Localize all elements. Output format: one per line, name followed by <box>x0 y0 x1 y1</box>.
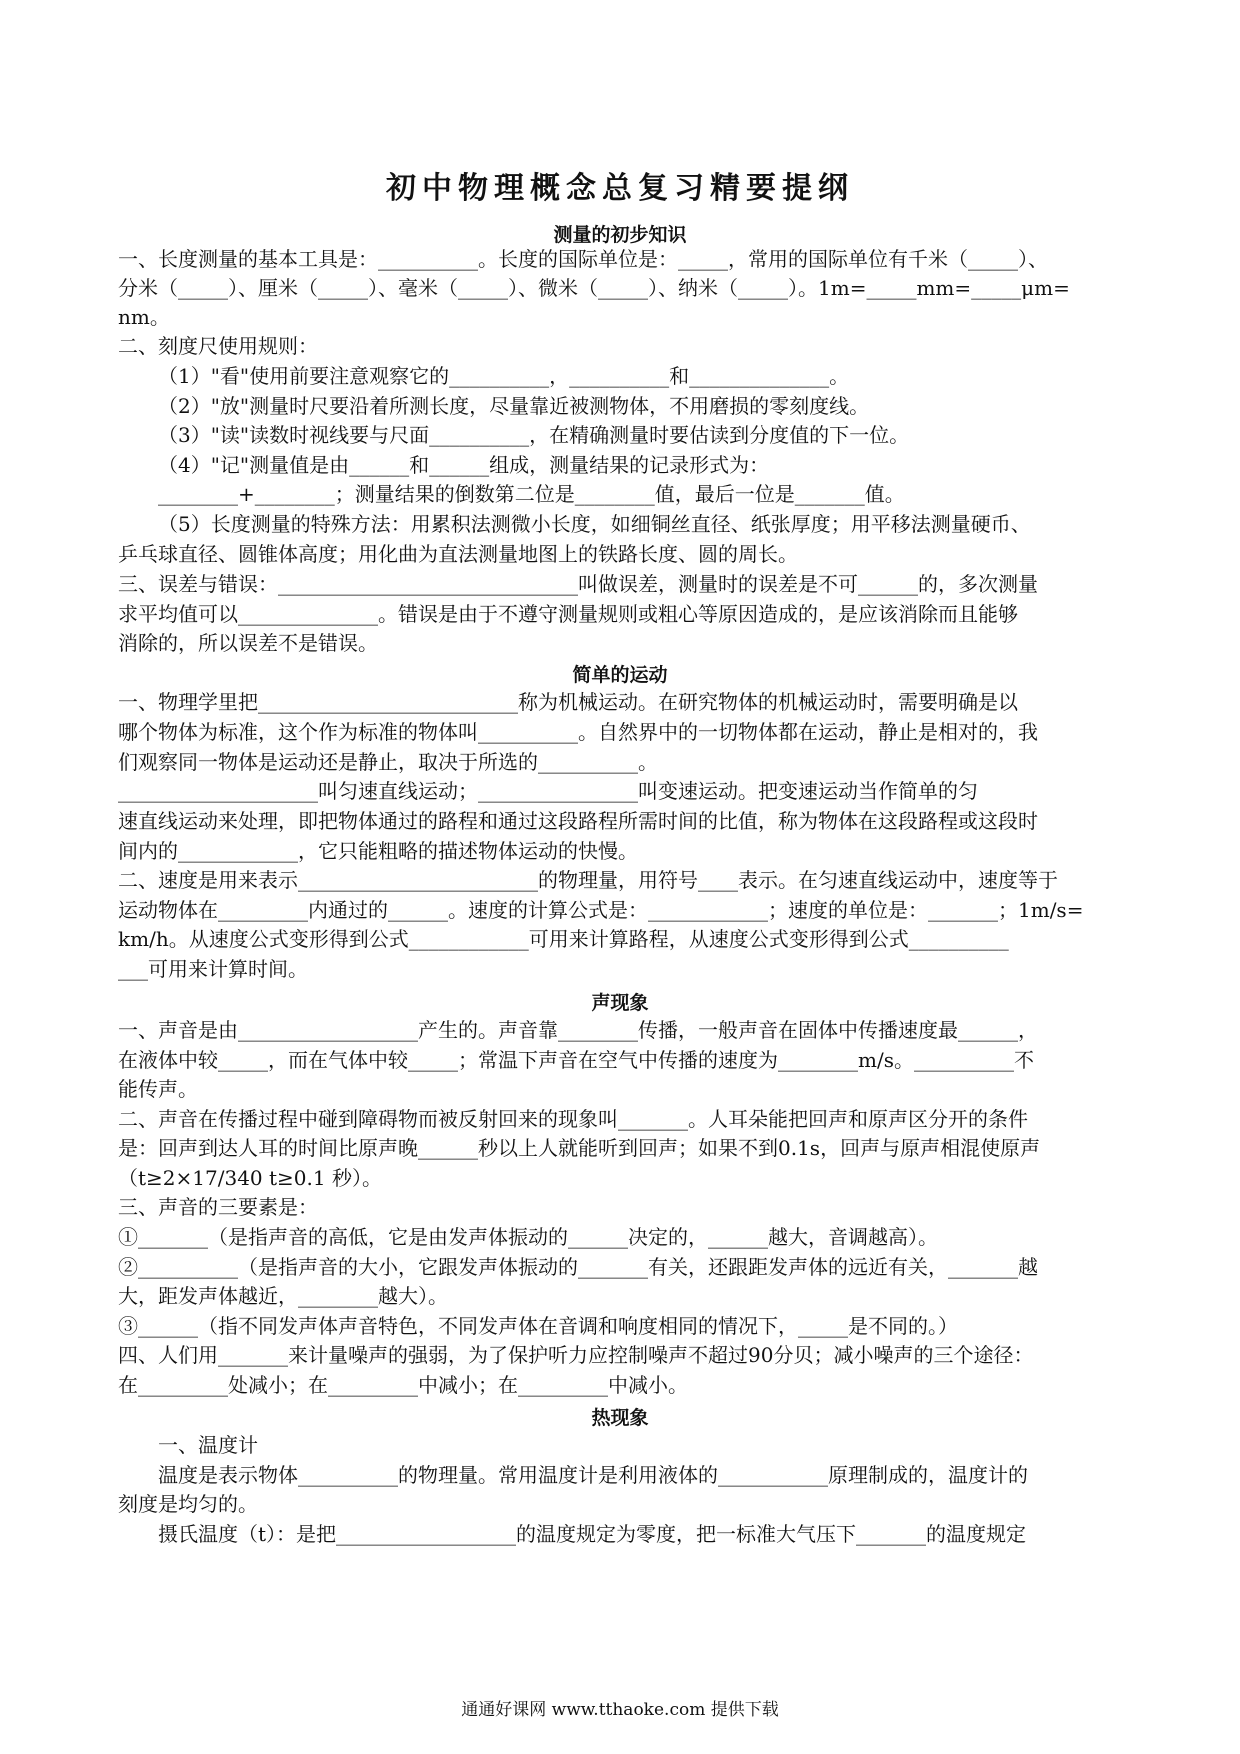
text-line: 一、声音是由__________________产生的。声音靠________传播，一般声音在固体中传播速度最______， <box>118 1018 1038 1042</box>
text-line: 分米（_____）、厘米（_____）、毫米（_____）、微米（_____）、纳米（_____）。1m=_____mm=_____μm= <box>118 276 1070 300</box>
text-line: 乒乓球直径、圆锥体高度；用化曲为直法测量地图上的铁路长度、圆的周长。 <box>118 542 798 566</box>
text-line: nm。 <box>118 305 170 329</box>
text-line: 摄氏温度（t）：是把__________________的温度规定为零度，把一标准大气压下_______的温度规定 <box>158 1522 1027 1546</box>
text-line: 消除的，所以误差不是错误。 <box>118 631 378 655</box>
text-line: （4）"记"测量值是由______和______组成，测量结果的记录形式为： <box>158 453 770 477</box>
section-heading-heat: 热现象 <box>591 1407 649 1429</box>
text-line: ①_______（是指声音的高低，它是由发声体振动的______决定的，______越大，音调越高）。 <box>118 1225 938 1249</box>
text-line: 速直线运动来处理，即把物体通过的路程和通过这段路程所需时间的比值，称为物体在这段路程或这段时 <box>118 809 1038 833</box>
text-line: （2）"放"测量时尺要沿着所测长度，尽量靠近被测物体，不用磨损的零刻度线。 <box>158 394 870 418</box>
text-line: 在_________处减小；在_________中减小；在_________中减小。 <box>118 1373 688 1397</box>
text-line: ________+________；测量结果的倒数第二位是________值，最后一位是_______值。 <box>158 482 905 506</box>
text-line: 二、刻度尺使用规则： <box>118 334 318 358</box>
text-line: km/h。从速度公式变形得到公式____________可用来计算路程，从速度公式变形得到公式__________ <box>118 927 1009 951</box>
text-line: 三、误差与错误：______________________________叫做误差，测量时的误差是不可______的，多次测量 <box>118 572 1038 596</box>
text-line: 在液体中较_____，而在气体中较_____；常温下声音在空气中传播的速度为________m/s。__________不 <box>118 1048 1034 1072</box>
text-line: 大，距发声体越近，________越大）。 <box>118 1284 448 1308</box>
section-heading-measure: 测量的初步知识 <box>553 224 687 246</box>
text-line: （t≥2×17/340 t≥0.1 秒）。 <box>118 1166 382 1190</box>
section-heading-sound: 声现象 <box>591 992 649 1014</box>
text-line: 温度是表示物体__________的物理量。常用温度计是利用液体的___________原理制成的，温度计的 <box>158 1463 1028 1487</box>
text-line: 四、人们用_______来计量噪声的强弱，为了保护听力应控制噪声不超过90分贝；减小噪声的三个途径： <box>118 1343 1034 1367</box>
text-line: 二、声音在传播过程中碰到障碍物而被反射回来的现象叫_______。人耳朵能把回声和原声区分开的条件 <box>118 1107 1028 1131</box>
text-line: 间内的____________，它只能粗略的描述物体运动的快慢。 <box>118 839 638 863</box>
text-line: 一、物理学里把__________________________称为机械运动。在研究物体的机械运动时，需要明确是以 <box>118 690 1018 714</box>
text-line: ___可用来计算时间。 <box>118 957 308 981</box>
text-line: 一、温度计 <box>158 1433 258 1457</box>
text-line: 二、速度是用来表示________________________的物理量，用符号____表示。在匀速直线运动中，速度等于 <box>118 868 1058 892</box>
text-line: （3）"读"读数时视线要与尺面__________，在精确测量时要估读到分度值的下一位。 <box>158 423 910 447</box>
text-line: 是：回声到达人耳的时间比原声晚______秒以上人就能听到回声；如果不到0.1s，回声与原声相混使原声 <box>118 1136 1041 1160</box>
section-heading-motion: 简单的运动 <box>572 664 668 686</box>
text-line: （5）长度测量的特殊方法：用累积法测微小长度，如细铜丝直径、纸张厚度；用平移法测量硬币、 <box>158 512 1031 536</box>
text-line: （1）"看"使用前要注意观察它的__________，__________和______________。 <box>158 364 850 388</box>
text-line: 三、声音的三要素是： <box>118 1195 318 1219</box>
text-line: 一、长度测量的基本工具是：__________。长度的国际单位是：_____，常用的国际单位有千米（_____）、 <box>118 247 1048 271</box>
text-line: 能传声。 <box>118 1077 198 1101</box>
text-line: 求平均值可以______________。错误是由于不遵守测量规则或粗心等原因造成的，是应该消除而且能够 <box>118 602 1018 626</box>
text-line: 们观察同一物体是运动还是静止，取决于所选的__________。 <box>118 750 658 774</box>
page-title: 初中物理概念总复习精要提纲 <box>386 171 854 206</box>
text-line: 刻度是均匀的。 <box>118 1492 258 1516</box>
text-line: 哪个物体为标准，这个作为标准的物体叫__________。自然界中的一切物体都在运动，静止是相对的，我 <box>118 720 1038 744</box>
page-footer: 通通好课网 www.tthaoke.com 提供下载 <box>461 1700 779 1720</box>
text-line: ②__________（是指声音的大小，它跟发声体振动的_______有关，还跟距发声体的远近有关，_______越 <box>118 1255 1038 1279</box>
text-line: ____________________叫匀速直线运动；________________叫变速运动。把变速运动当作简单的匀 <box>118 779 978 803</box>
text-line: 运动物体在_________内通过的______。速度的计算公式是：____________；速度的单位是：_______；1m/s= <box>118 898 1084 922</box>
text-line: ③______（指不同发声体声音特色，不同发声体在音调和响度相同的情况下，_____是不同的。） <box>118 1314 958 1338</box>
